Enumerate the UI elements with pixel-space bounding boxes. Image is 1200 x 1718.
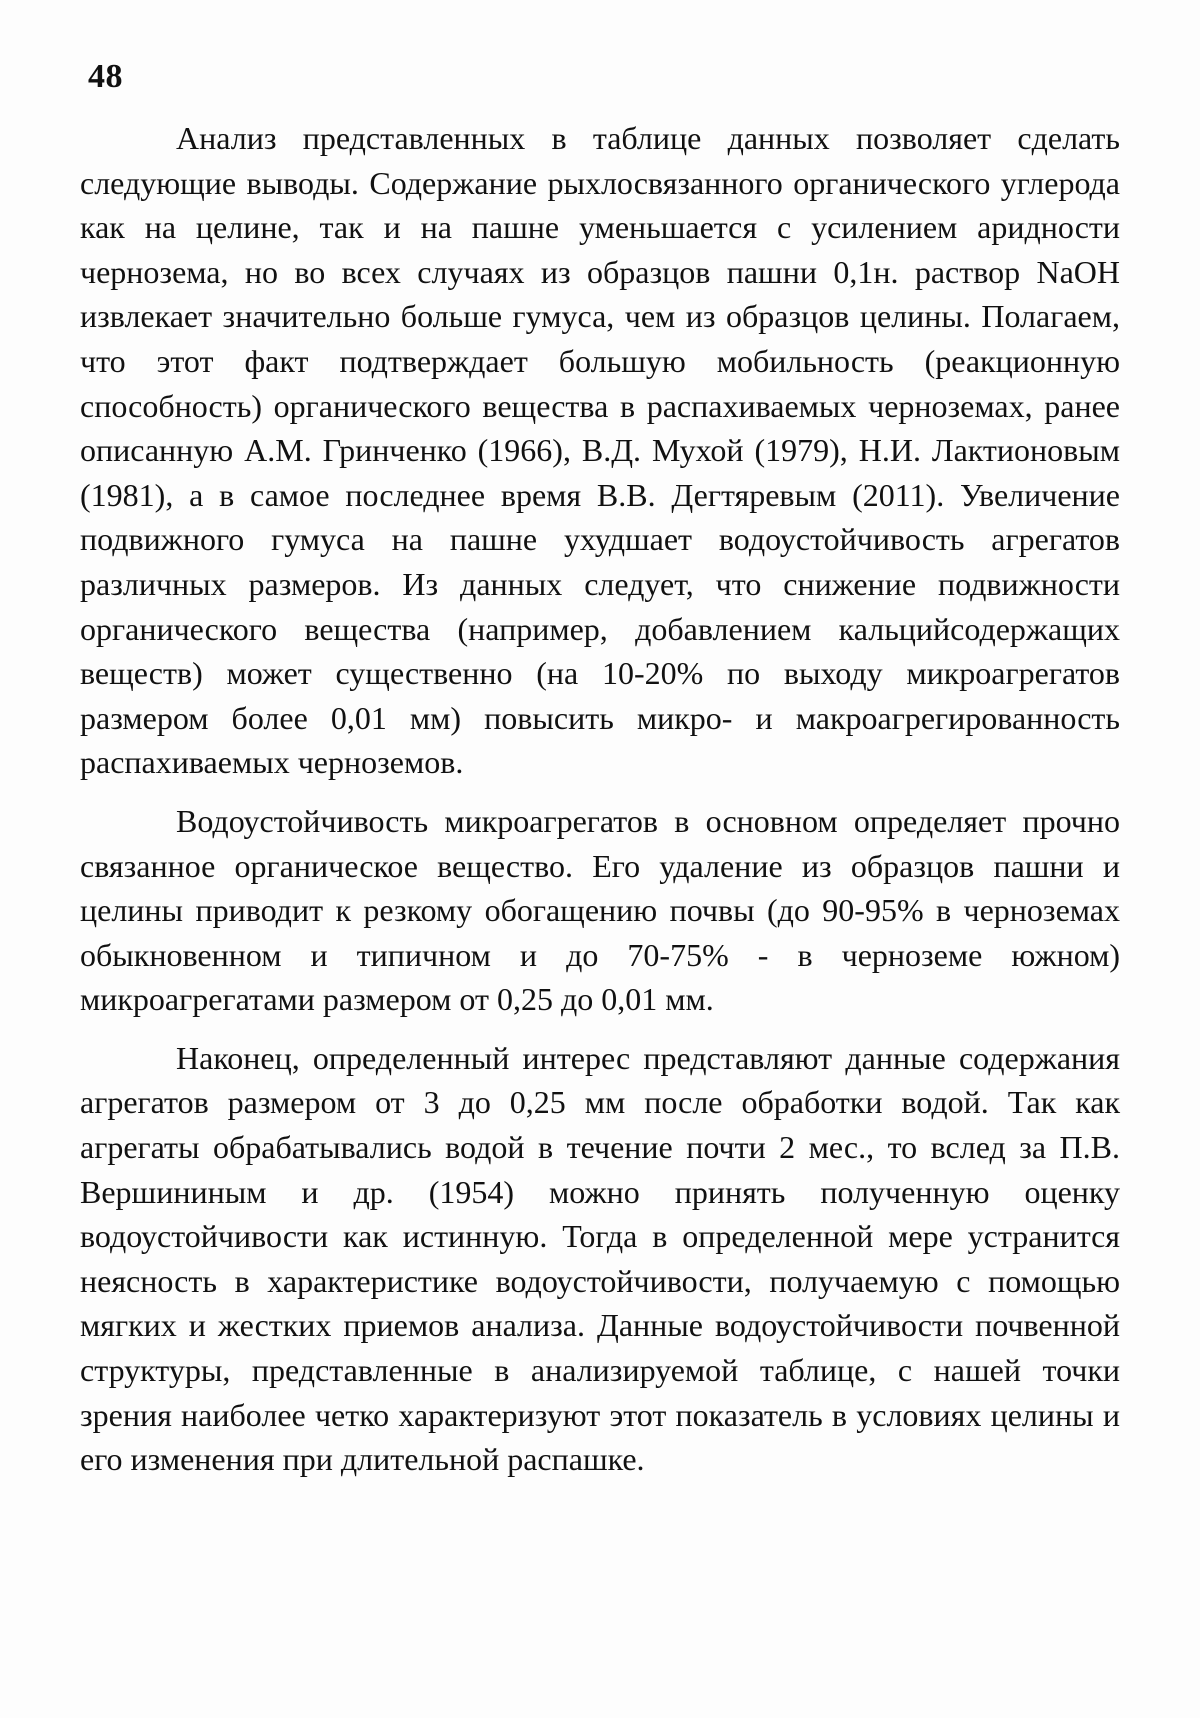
page-number: 48 [88, 58, 123, 95]
paragraph-2: Водоустойчивость микроагрегатов в основном определяет прочно связанное органическое вещество. Его удаление из образцов пашни и целины приводит к резкому обогащению почвы (до 90-95% в черноземах обыкновенном и типичном и до 70-75% - в черноземе южном) микроагрегатами размером от 0,25 до 0,01 мм. [80, 802, 1120, 1018]
paragraph-3: Наконец, определенный интерес представляют данные содержания агрегатов размером от 3 до 0,25 мм после обработки водой. Так как агрегаты обрабатывались водой в течение почти 2 мес., то вслед за П.В. Вершининым и др. (1954) можно принять полученную оценку водоустойчивости как истинную. Тогда в определенной мере устранится неясность в характеристике водоустойчивости, получаемую с помощью мягких и жестких приемов анализа. Данные водоустойчивости почвенной структуры, представленные в анализируемой таблице, с нашей точки зрения наиболее четко характеризуют этот показатель в условиях целины и его изменения при длительной распашке. [80, 1039, 1120, 1478]
paragraph-1: Анализ представленных в таблице данных позволяет сделать следующие выводы. Содержание рыхлосвязанного органического углерода как на целине, так и на пашне уменьшается с усилением аридности чернозема, но во всех случаях из образцов пашни 0,1н. раствор NaOH извлекает значительно больше гумуса, чем из образцов целины. Полагаем, что этот факт подтверждает большую мобильность (реакционную способность) органического вещества в распахиваемых черноземах, ранее описанную А.М. Гринченко (1966), В.Д. Мухой (1979), Н.И. Лактионовым (1981), а в самое последнее время В.В. Дегтяревым (2011). Увеличение подвижного гумуса на пашне ухудшает водоустойчивость агрегатов различных размеров. Из данных следует, что снижение подвижности органического вещества (например, добавлением кальцийсодержащих веществ) может существенно (на 10-20% по выходу микроагрегатов размером более 0,01 мм) повысить микро- и макроагрегированность распахиваемых черноземов. [80, 120, 1120, 781]
body-text [80, 116, 1120, 1482]
